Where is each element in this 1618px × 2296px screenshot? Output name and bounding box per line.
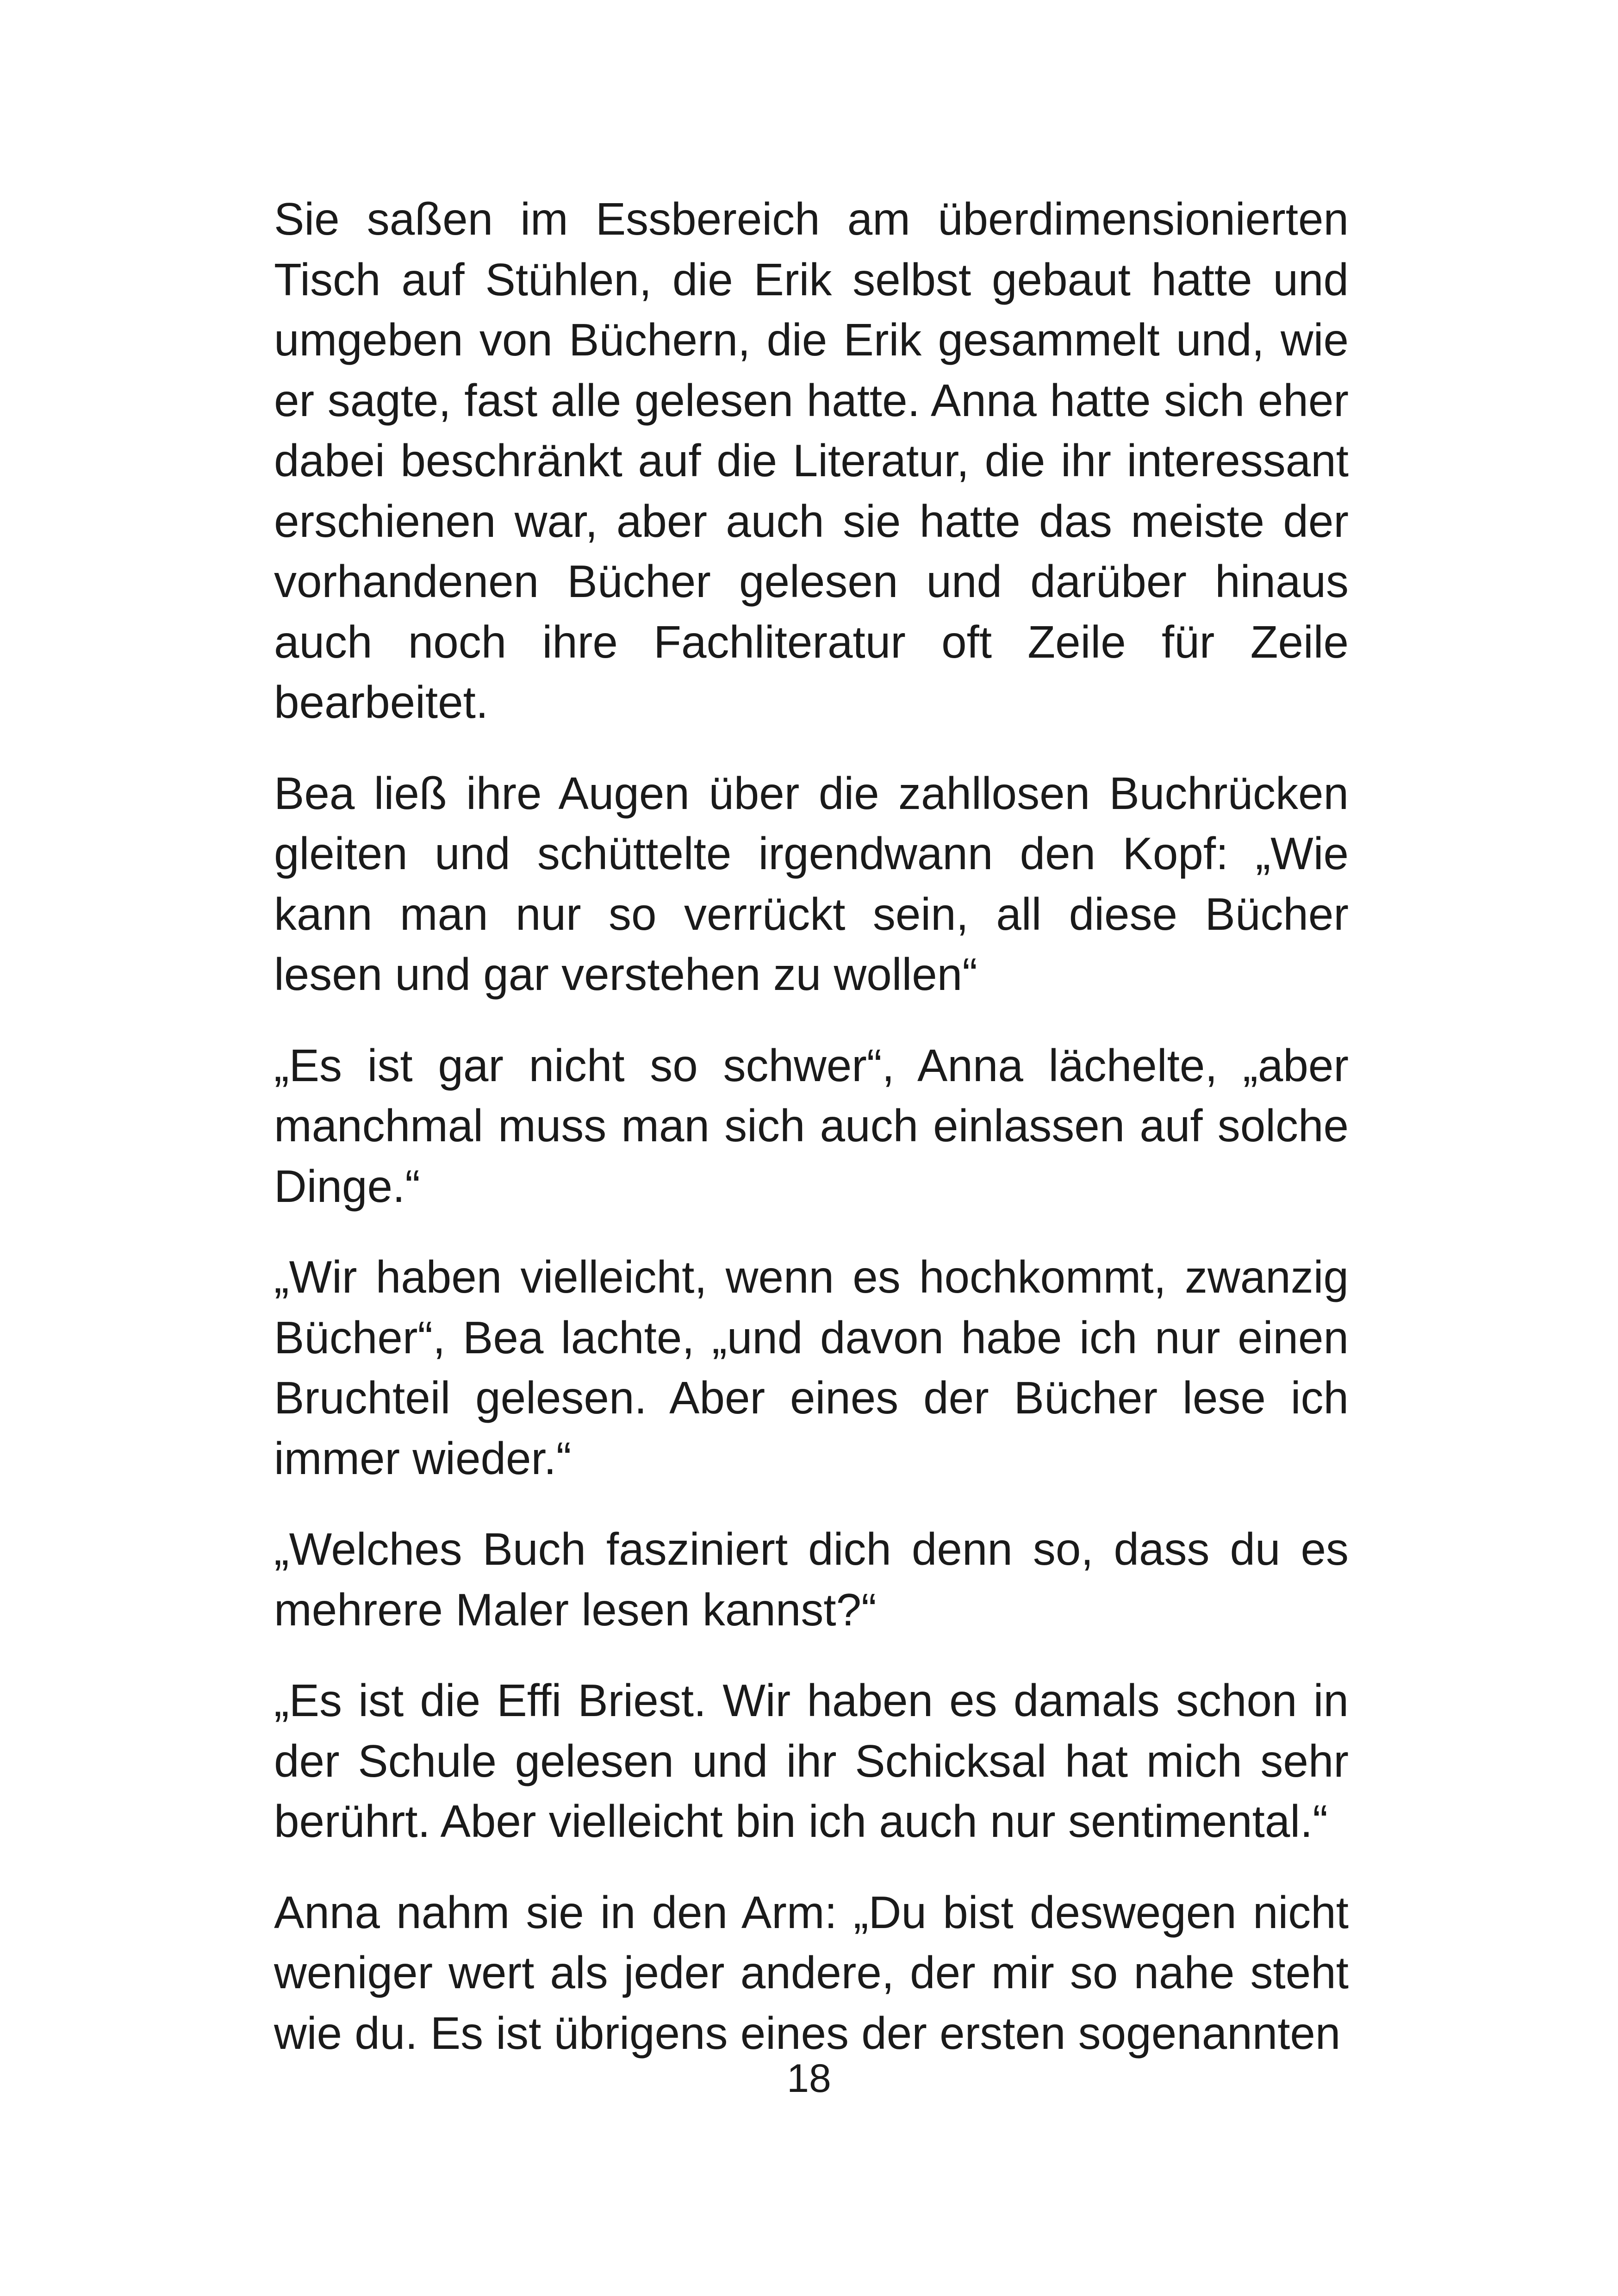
paragraph: Sie saßen im Essbereich am überdimensionierten Tisch auf Stühlen, die Erik selbst gebaut hatte und umgeben von Büchern, die Erik gesammelt und, wie er sagte, fast alle gelesen hatte. Anna hatte sich eher dabei beschränkt auf die Literatur, die ihr interessant erschienen war, aber auch sie hatte das meiste der vorhandenen Bücher gelesen und darüber hinaus auch noch ihre Fachliteratur oft Zeile für Zeile bearbeitet. — [274, 193, 1349, 728]
paragraph: Bea ließ ihre Augen über die zahllosen Buchrücken gleiten und schüttelte irgendwann den Kopf: „Wie kann man nur so verrückt sein, all diese Bücher lesen und gar verstehen zu wollen“ — [274, 767, 1349, 1000]
paragraph: „Es ist gar nicht so schwer“, Anna lächelte, „aber manchmal muss man sich auch einlassen auf solche Dinge.“ — [274, 1039, 1349, 1212]
page-number: 18 — [787, 2056, 831, 2101]
paragraph: „Welches Buch fasziniert dich denn so, dass du es mehrere Maler lesen kannst?“ — [274, 1524, 1349, 1635]
paragraph: „Wir haben vielleicht, wenn es hochkommt, zwanzig Bücher“, Bea lachte, „und davon habe ich nur einen Bruchteil gelesen. Aber eines der Bücher lese ich immer wieder.“ — [274, 1251, 1349, 1484]
paragraph: Anna nahm sie in den Arm: „Du bist deswegen nicht weniger wert als jeder andere, der mir so nahe steht wie du. Es ist übrigens eines der ersten sogenannten — [274, 1886, 1349, 2059]
paragraph: „Es ist die Effi Briest. Wir haben es damals schon in der Schule gelesen und ihr Schicksal hat mich sehr berührt. Aber vielleicht bin ich auch nur sentimental.“ — [274, 1675, 1349, 1847]
body-text — [274, 189, 1349, 2063]
